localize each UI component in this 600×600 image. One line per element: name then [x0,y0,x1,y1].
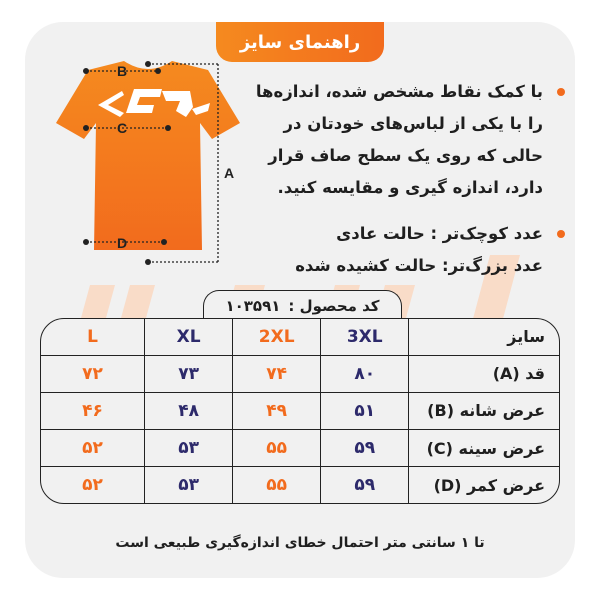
table-cell: ۵۲ [41,467,145,503]
tshirt-diagram [50,55,250,280]
table-cell: ۵۳ [145,430,233,467]
header-cell: L [41,319,145,355]
label-c: C [116,120,128,136]
note-paragraph-text: با کمک نقاط مشخص شده، اندازه‌ها را با یکی از لباس‌های خودتان در حالی که روی یک سطح صاف قرار دارد، اندازه گیری و مقایسه کنید. [255,82,543,197]
table-header-row [41,319,559,355]
table-cell: ۵۲ [41,430,145,467]
table-cell: ۷۳ [145,355,233,392]
row-label: عرض کمر (D) [409,467,559,503]
size-guide-title: راهنمای سایز [216,22,384,62]
note-paragraph [250,76,565,204]
label-a: A [224,165,235,181]
header-cell: 3XL [321,319,409,355]
product-code-value: ۱۰۳۵۹۱ [225,297,281,315]
bullet-icon [557,88,565,96]
note-small-number: عدد کوچک‌تر : حالت عادی [336,224,543,243]
table-cell: ۷۴ [233,355,321,392]
size-table [40,318,560,504]
table-cell: ۵۱ [321,392,409,429]
footer-note: تا ۱ سانتی متر احتمال خطای اندازه‌گیری طبیعی است [115,535,485,551]
product-code-label: کد محصول : [288,297,380,315]
header-cell: 2XL [233,319,321,355]
table-cell: ۴۸ [145,392,233,429]
table-cell: ۴۶ [41,392,145,429]
table-cell: ۴۹ [233,392,321,429]
product-code [203,290,402,321]
table-row [41,355,559,392]
measurement-notes [250,76,565,282]
bullet-icon [557,230,565,238]
row-label: قد (A) [409,355,559,392]
note-large-number: عدد بزرگ‌تر: حالت کشیده شده [295,256,543,275]
row-label: عرض سینه (C) [409,430,559,467]
table-cell: ۷۲ [41,355,145,392]
row-label: عرض شانه (B) [409,392,559,429]
header-cell: سایز [409,319,559,355]
table-cell: ۵۳ [145,467,233,503]
table-cell: ۵۵ [233,430,321,467]
table-cell: ۵۵ [233,467,321,503]
table-row [41,392,559,429]
header-cell: XL [145,319,233,355]
label-b: B [116,63,128,79]
label-d: D [116,235,128,251]
table-row [41,467,559,503]
note-numbers [250,218,565,282]
table-cell: ۸۰ [321,355,409,392]
table-cell: ۵۹ [321,467,409,503]
table-cell: ۵۹ [321,430,409,467]
table-row [41,430,559,467]
